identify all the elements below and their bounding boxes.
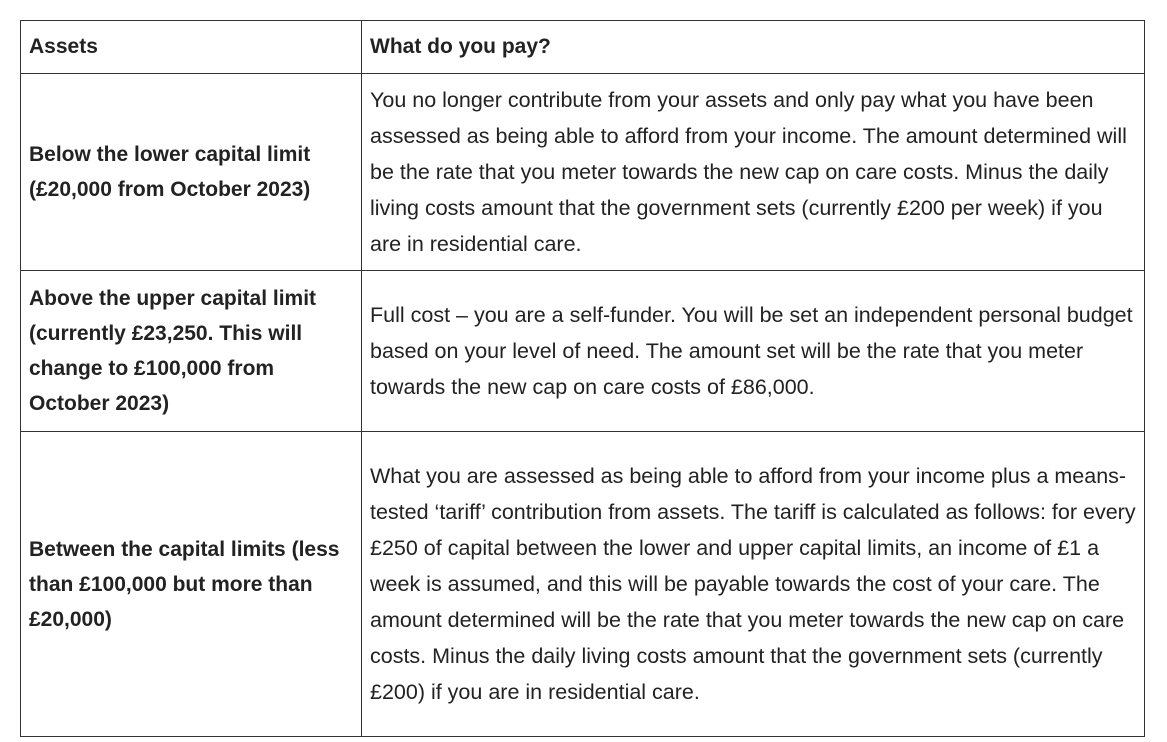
table-row [21, 74, 1145, 271]
asset-cell: Between the capital limits (less than £100,000 but more than £20,000) [21, 432, 362, 737]
header-assets: Assets [21, 21, 362, 74]
table-header-row [21, 21, 1145, 74]
table-row [21, 271, 1145, 432]
payment-cell: Full cost – you are a self-funder. You will be set an independent personal budget based on your level of need. The amount set will be the rate that you meter towards the new cap on care costs of £86,000. [362, 271, 1145, 432]
header-what-do-you-pay: What do you pay? [362, 21, 1145, 74]
table-row [21, 432, 1145, 737]
care-costs-table [20, 20, 1145, 737]
payment-cell: What you are assessed as being able to afford from your income plus a means-tested ‘tariff’ contribution from assets. The tariff is calculated as follows: for every £250 of capital between the lower and upper capital limits, an income of £1 a week is assumed, and this will be payable towards the cost of your care. The amount determined will be the rate that you meter towards the new cap on care costs. Minus the daily living costs amount that the government sets (currently £200) if you are in residential care. [362, 432, 1145, 737]
asset-cell: Above the upper capital limit (currently £23,250. This will change to £100,000 from October 2023) [21, 271, 362, 432]
care-costs-table-container [20, 20, 1145, 737]
asset-cell: Below the lower capital limit (£20,000 from October 2023) [21, 74, 362, 271]
payment-cell: You no longer contribute from your assets and only pay what you have been assessed as being able to afford from your income. The amount determined will be the rate that you meter towards the new cap on care costs. Minus the daily living costs amount that the government sets (currently £200 per week) if you are in residential care. [362, 74, 1145, 271]
